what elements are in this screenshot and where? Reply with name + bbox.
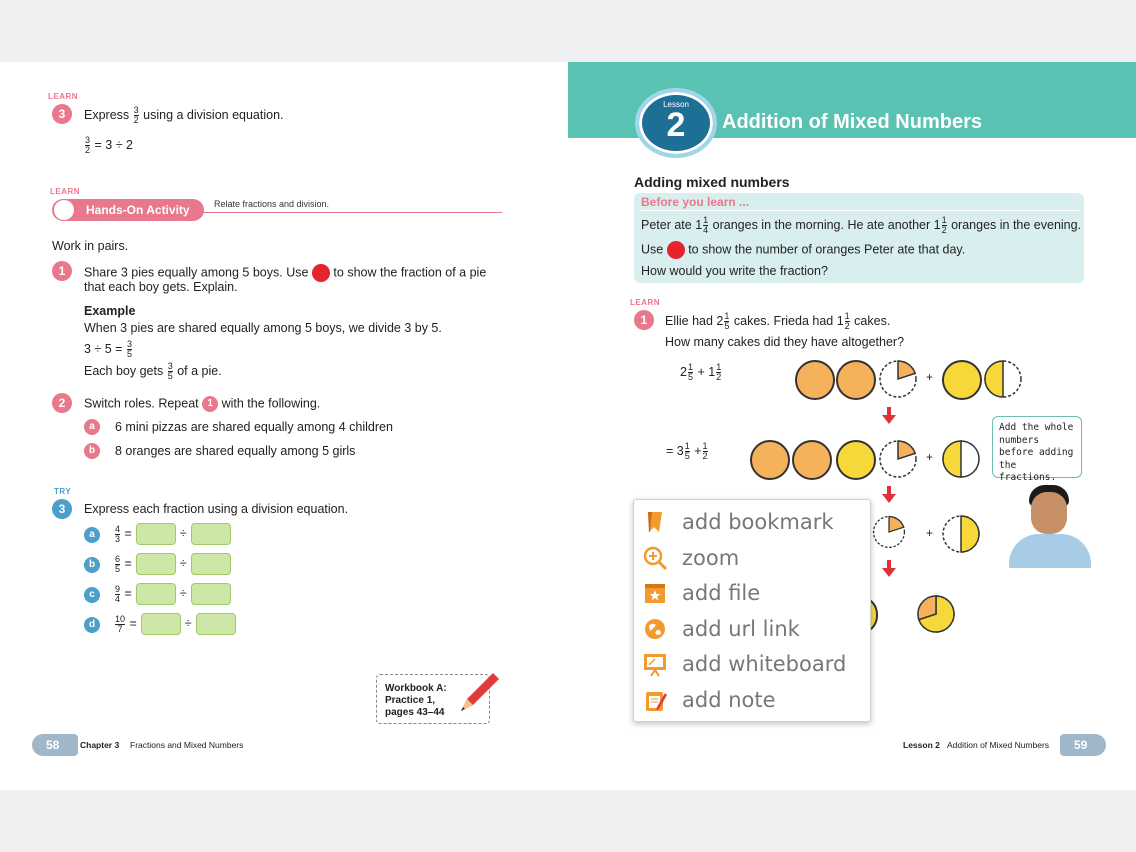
boy-illustration <box>1005 482 1095 568</box>
pencil-icon <box>453 669 503 719</box>
menu-label: add file <box>682 581 761 605</box>
tenths-pie <box>871 513 907 551</box>
fifth-pie <box>877 438 919 480</box>
menu-label: add note <box>682 688 776 712</box>
link-icon <box>642 616 668 642</box>
note-icon <box>642 687 668 713</box>
answer-box[interactable] <box>136 523 176 545</box>
plus-sign: + <box>926 370 934 384</box>
equation-1: 2 $\frac{1}{5}$ + 1 $\frac{1}{2}$ <box>680 362 722 382</box>
down-arrow-head <box>882 494 896 503</box>
plus-sign: + <box>926 526 934 540</box>
workbook-line1: Workbook A: <box>385 683 447 694</box>
hands-on-subtitle: Relate fractions and division. <box>214 199 330 209</box>
workbook-line2: Practice 1, <box>385 695 436 706</box>
down-arrow-head <box>882 415 896 424</box>
before-line1: Peter ate 1 $\frac{1}{4}$ oranges in the morning. He ate another 1 $\frac{1}{2}$ oranges in the evening. <box>641 215 1082 235</box>
answer-box[interactable] <box>191 583 231 605</box>
result-pie <box>915 593 957 635</box>
before-label: Before you learn ... <box>641 195 750 209</box>
work-in-pairs: Work in pairs. <box>52 239 129 253</box>
boy-face <box>1031 492 1067 534</box>
speech-bubble <box>992 416 1082 483</box>
before-line2: Use to show the number of oranges Peter ate that day. <box>641 241 965 259</box>
answer-box[interactable] <box>136 583 176 605</box>
step2-b-text: 8 oranges are shared equally among 5 girls <box>115 444 356 458</box>
file-icon <box>642 580 668 606</box>
fifth-pie <box>877 358 919 400</box>
try-tag: TRY <box>54 487 72 496</box>
answer-box[interactable] <box>196 613 236 635</box>
pie-fraction-icon <box>312 264 330 282</box>
whole-pie <box>942 360 982 400</box>
page-tab-right <box>1060 734 1106 756</box>
down-arrow <box>887 560 891 568</box>
tenths-pie <box>940 513 982 555</box>
step1-text-2: that each boy gets. Explain. <box>84 280 238 294</box>
step2-a-badge: a <box>84 419 100 435</box>
menu-item-zoom[interactable] <box>634 540 870 575</box>
item1-badge: 1 <box>634 310 654 330</box>
menu-item-add-note[interactable] <box>634 682 870 717</box>
learn-tag: LEARN <box>630 298 661 307</box>
lesson-title: Addition of Mixed Numbers <box>722 111 982 133</box>
footer-title: Addition of Mixed Numbers <box>947 740 1050 750</box>
footer-lesson: Lesson 2 <box>903 740 940 750</box>
example-label: Example <box>84 304 136 318</box>
bookmark-icon <box>642 509 668 535</box>
menu-item-add-file[interactable] <box>634 575 870 610</box>
page-number: 59 <box>1074 738 1088 752</box>
whole-pie <box>836 440 876 480</box>
try-text: Express each fraction using a division equation. <box>84 502 349 516</box>
menu-item-add-whiteboard[interactable] <box>634 646 870 681</box>
hands-icon <box>54 200 74 220</box>
try-badge: 3 <box>52 499 72 519</box>
page-tab-left <box>32 734 78 756</box>
step2-text: Switch roles. Repeat 1 with the following. <box>84 396 321 411</box>
item3-question: Express $\frac{3}{2}$ using a division equation. <box>84 105 284 125</box>
menu-label: zoom <box>682 546 740 570</box>
workbook-line3: pages 43–44 <box>385 707 445 718</box>
answer-box[interactable] <box>136 553 176 575</box>
example-line3: Each boy gets $\frac{3}{5}$ of a pie. <box>84 361 222 381</box>
try-letter: d <box>84 617 100 633</box>
menu-item-add-bookmark[interactable] <box>634 504 870 539</box>
before-divider <box>640 210 1080 211</box>
example-line1: When 3 pies are shared equally among 5 boys, we divide 3 by 5. <box>84 321 442 335</box>
down-arrow <box>887 486 891 494</box>
whole-pie <box>750 440 790 480</box>
pie-fraction-icon <box>667 241 685 259</box>
equation-2: = 3 $\frac{1}{5}$ + $\frac{1}{2}$ <box>666 441 708 461</box>
speech-bubble-text: Add the whole numbers before adding the fractions. <box>999 422 1074 483</box>
half-pie <box>982 358 1024 400</box>
item1-question: How many cakes did they have altogether? <box>665 335 905 349</box>
step2-badge: 2 <box>52 393 72 413</box>
menu-label: add url link <box>682 617 800 641</box>
lesson-word: Lesson <box>663 100 689 109</box>
book-spread <box>0 62 1136 790</box>
learn-tag: LEARN <box>48 92 79 101</box>
step2-b-badge: b <box>84 443 100 459</box>
footer-title: Fractions and Mixed Numbers <box>130 740 244 750</box>
half-pie <box>940 438 982 480</box>
menu-label: add bookmark <box>682 510 834 534</box>
answer-box[interactable] <box>191 523 231 545</box>
hands-on-banner <box>52 199 204 221</box>
item3-badge: 3 <box>52 104 72 124</box>
boy-shirt <box>1009 534 1091 568</box>
left-page: LEARN 3 Express $\frac{3}{2}$ using a division equation. $\frac{3}{2}$ = 3 ÷ 2 LEARN Hands-On Activity Relate fractions and division. Work in pairs. 1 Share 3 pies equally among 5 boys. Use to show the fraction of a pie that each boy gets. Explain. Example When 3 pies are shared equally among 5 boys, we divide 3 by 5. 3 ÷ 5 = $\frac{3}{5}$ Each boy gets $\frac{3}{5}$ of a pie. 2 Switch roles. Repeat 1 with the following. a 6 mini pizzas are shared equally among 4 children b 8 oranges are shared equally among 5 girls TRY 3 Express each fraction using a division equation. a $\frac{4}{3}$ = ÷ b $\frac{6}{5}$ = ÷ c $\frac{9}{4}$ = ÷ d $\frac{10}{7}$ = ÷ Workbook A: Practice 1, pages 43–44 58 Chapter 3 Fractions and Mixed Numbers <box>0 62 568 790</box>
menu-item-add-url-link[interactable] <box>634 611 870 646</box>
step1-text: Share 3 pies equally among 5 boys. Use to show the fraction of a pie <box>84 264 486 282</box>
whiteboard-icon <box>642 651 668 677</box>
answer-box[interactable] <box>191 553 231 575</box>
example-line2: 3 ÷ 5 = $\frac{3}{5}$ <box>84 339 132 359</box>
hands-on-title: Hands-On Activity <box>86 203 190 217</box>
context-menu <box>633 499 871 722</box>
page-number: 58 <box>46 738 60 752</box>
step1-ref-badge: 1 <box>202 396 218 412</box>
before-line3: How would you write the fraction? <box>641 264 828 278</box>
learn-tag: LEARN <box>50 187 81 196</box>
step1-badge: 1 <box>52 261 72 281</box>
try-letter: a <box>84 527 100 543</box>
plus-sign: + <box>926 450 934 464</box>
lesson-number: 2 <box>666 106 686 144</box>
workbook-box[interactable] <box>376 674 490 724</box>
zoom-icon <box>642 545 668 571</box>
step2-a-text: 6 mini pizzas are shared equally among 4 children <box>115 420 393 434</box>
whole-pie <box>792 440 832 480</box>
down-arrow-head <box>882 568 896 577</box>
whole-pie <box>795 360 835 400</box>
menu-label: add whiteboard <box>682 652 847 676</box>
divider <box>200 212 502 213</box>
item3-answer: $\frac{3}{2}$ = 3 ÷ 2 <box>85 135 133 155</box>
down-arrow <box>887 407 891 415</box>
item1-text: Ellie had 2 $\frac{1}{5}$ cakes. Frieda had 1 $\frac{1}{2}$ cakes. <box>665 311 891 331</box>
try-letter: c <box>84 587 100 603</box>
whole-pie <box>836 360 876 400</box>
lesson-badge <box>635 88 717 158</box>
footer-chapter: Chapter 3 <box>80 740 120 750</box>
try-letter: b <box>84 557 100 573</box>
answer-box[interactable] <box>141 613 181 635</box>
before-you-learn-box <box>634 193 1084 283</box>
section-title: Adding mixed numbers <box>634 174 790 190</box>
